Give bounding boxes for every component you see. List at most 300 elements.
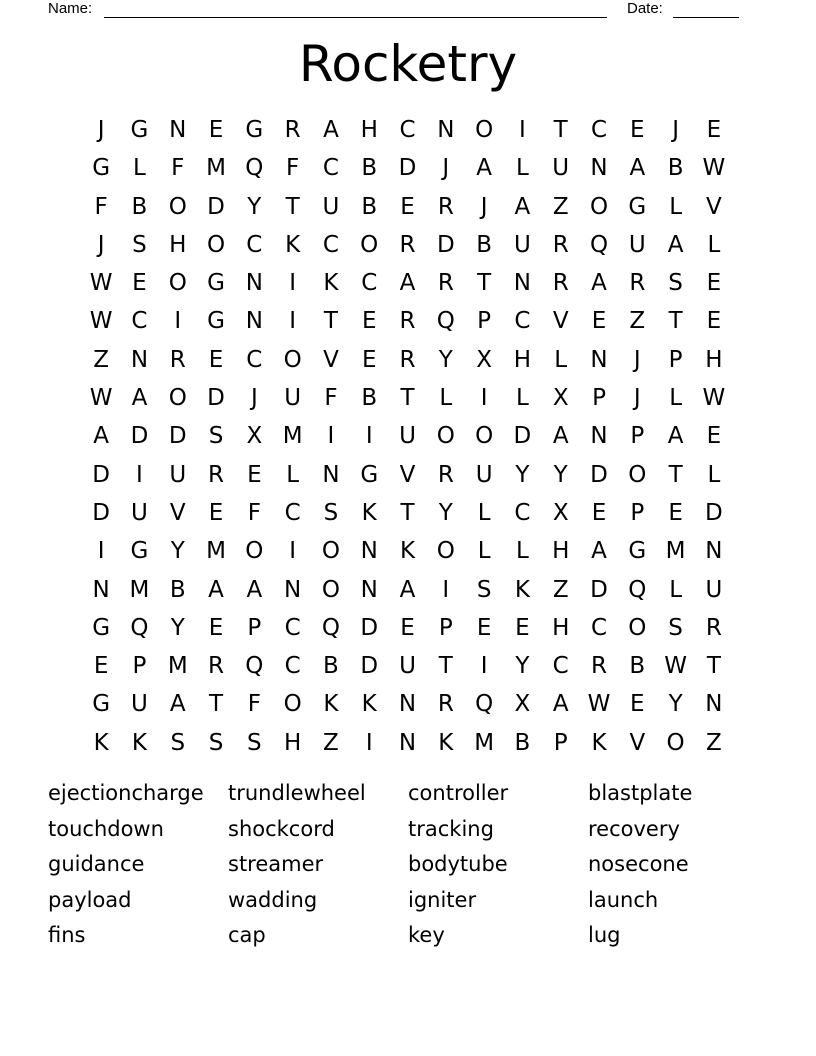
grid-letter[interactable]: K [323, 691, 339, 718]
grid-letter[interactable]: H [283, 729, 302, 756]
grid-letter[interactable]: K [131, 729, 147, 756]
grid-letter[interactable]: F [94, 193, 108, 220]
grid-letter[interactable]: L [439, 385, 453, 412]
grid-letter[interactable]: K [285, 231, 301, 258]
grid-letter[interactable]: K [591, 729, 607, 756]
grid-letter[interactable]: C [284, 614, 301, 641]
grid-letter[interactable]: D [360, 614, 379, 641]
grid-letter[interactable]: S [323, 499, 339, 526]
grid-letter[interactable]: F [324, 385, 338, 412]
grid-letter[interactable]: O [436, 538, 455, 565]
grid-letter[interactable]: U [284, 385, 302, 412]
grid-letter[interactable]: E [515, 614, 530, 641]
grid-letter[interactable]: N [245, 308, 263, 335]
grid-letter[interactable]: L [477, 538, 491, 565]
grid-letter[interactable]: C [361, 270, 378, 297]
grid-letter[interactable]: N [360, 538, 378, 565]
grid-letter[interactable]: E [361, 308, 377, 335]
grid-letter[interactable]: X [552, 385, 569, 412]
grid-letter[interactable]: N [398, 691, 417, 718]
grid-letter[interactable]: V [169, 499, 186, 526]
grid-letter[interactable]: N [322, 461, 340, 488]
date-blank-line[interactable] [673, 17, 739, 18]
grid-letter[interactable]: Z [706, 729, 722, 756]
grid-letter[interactable]: A [629, 155, 646, 182]
grid-letter[interactable]: Y [247, 193, 262, 220]
grid-letter[interactable]: E [706, 117, 722, 143]
grid-letter[interactable]: A [169, 691, 186, 718]
grid-letter[interactable]: L [516, 538, 529, 565]
grid-letter[interactable]: D [398, 155, 417, 182]
grid-letter[interactable]: T [285, 193, 300, 220]
grid-letter[interactable]: Y [553, 461, 568, 488]
word-bank-item: cap [228, 923, 266, 948]
grid-letter[interactable]: T [668, 461, 683, 488]
grid-letter[interactable]: T [706, 653, 721, 680]
grid-letter[interactable]: O [206, 231, 226, 258]
grid-letter[interactable]: K [514, 576, 530, 603]
grid-letter[interactable]: A [667, 231, 684, 258]
grid-letter[interactable]: Z [323, 729, 339, 756]
grid-letter[interactable]: I [136, 461, 143, 488]
grid-letter[interactable]: N [590, 346, 608, 373]
grid-letter[interactable]: I [480, 385, 488, 412]
grid-letter[interactable]: W [89, 385, 113, 412]
grid-letter[interactable]: M [206, 538, 226, 565]
grid-letter[interactable]: U [705, 576, 723, 603]
grid-letter[interactable]: T [209, 691, 224, 718]
grid-letter[interactable]: W [89, 270, 113, 297]
grid-letter[interactable]: E [630, 117, 645, 143]
grid-letter[interactable]: Q [321, 614, 340, 641]
grid-letter[interactable]: C [246, 346, 263, 373]
grid-letter[interactable]: O [321, 538, 340, 565]
grid-letter[interactable]: S [208, 729, 224, 756]
grid-letter[interactable]: M [206, 155, 226, 182]
grid-letter[interactable]: J [633, 346, 641, 373]
grid-letter[interactable]: Q [589, 231, 609, 258]
grid-letter[interactable]: I [174, 308, 182, 335]
grid-letter[interactable]: R [437, 461, 454, 488]
grid-letter[interactable]: L [554, 346, 568, 373]
grid-letter[interactable]: L [669, 385, 683, 412]
grid-letter[interactable]: F [247, 499, 261, 526]
grid-letter[interactable]: C [284, 499, 301, 526]
grid-letter[interactable]: H [169, 231, 187, 258]
grid-letter[interactable]: A [399, 270, 416, 297]
grid-letter[interactable]: I [480, 653, 488, 680]
grid-letter[interactable]: L [707, 461, 721, 488]
grid-letter[interactable]: E [400, 193, 415, 220]
grid-letter[interactable]: E [476, 614, 492, 641]
grid-letter[interactable]: R [399, 346, 416, 373]
grid-letter[interactable]: J [480, 193, 488, 220]
grid-letter[interactable]: U [475, 461, 493, 488]
grid-letter[interactable]: P [630, 499, 645, 526]
grid-letter[interactable]: B [476, 231, 492, 258]
grid-letter[interactable]: P [247, 614, 262, 641]
grid-letter[interactable]: Q [130, 614, 149, 641]
grid-letter[interactable]: A [591, 538, 607, 565]
grid-letter[interactable]: R [552, 270, 569, 297]
grid-letter[interactable]: P [630, 423, 645, 450]
grid-letter[interactable]: D [92, 461, 110, 488]
grid-letter[interactable]: C [514, 308, 531, 335]
grid-letter[interactable]: C [246, 231, 263, 258]
grid-letter[interactable]: G [245, 117, 264, 143]
grid-row [82, 302, 733, 340]
grid-letter[interactable]: I [289, 308, 297, 335]
grid-letter[interactable]: R [437, 193, 454, 220]
grid-letter[interactable]: B [323, 653, 339, 680]
grid-letter[interactable]: L [133, 155, 146, 182]
grid-letter[interactable]: M [167, 653, 188, 680]
grid-letter[interactable]: L [669, 576, 683, 603]
grid-letter[interactable]: D [168, 423, 187, 450]
grid-letter[interactable]: R [208, 461, 225, 488]
grid-letter[interactable]: G [628, 193, 647, 220]
grid-letter[interactable]: E [208, 346, 224, 373]
grid-letter[interactable]: N [398, 729, 417, 756]
grid-row [82, 494, 733, 532]
grid-letter[interactable]: J [672, 117, 679, 143]
grid-letter[interactable]: S [476, 576, 492, 603]
grid-letter[interactable]: J [97, 231, 105, 258]
grid-letter[interactable]: I [289, 538, 297, 565]
grid-letter[interactable]: C [399, 117, 416, 143]
grid-letter[interactable]: K [361, 499, 377, 526]
grid-letter[interactable]: R [437, 270, 454, 297]
grid-letter[interactable]: P [592, 385, 606, 412]
grid-letter[interactable]: D [590, 576, 608, 603]
grid-letter[interactable]: P [477, 308, 492, 335]
grid-letter[interactable]: R [552, 231, 569, 258]
grid-letter[interactable]: J [250, 385, 258, 412]
grid-letter[interactable]: B [514, 729, 531, 756]
word-bank-item: ejectioncharge [48, 781, 204, 805]
grid-letter[interactable]: W [702, 385, 726, 412]
grid-letter[interactable]: V [706, 193, 722, 220]
grid-letter[interactable]: X [552, 499, 569, 526]
grid-letter[interactable]: D [207, 385, 225, 412]
grid-letter[interactable]: U [628, 231, 646, 258]
grid-letter[interactable]: G [207, 270, 225, 297]
grid-letter[interactable]: E [591, 499, 607, 526]
grid-letter[interactable]: M [282, 423, 303, 450]
grid-letter[interactable]: B [361, 385, 378, 412]
grid-letter[interactable]: T [553, 117, 568, 143]
grid-letter[interactable]: B [169, 576, 186, 603]
grid-letter[interactable]: P [553, 729, 568, 756]
grid-letter[interactable]: R [284, 117, 301, 143]
grid-letter[interactable]: E [361, 346, 377, 373]
grid-letter[interactable]: G [130, 538, 149, 565]
grid-letter[interactable]: K [323, 270, 339, 297]
grid-letter[interactable]: I [327, 423, 335, 450]
grid-letter[interactable]: Q [436, 308, 455, 335]
grid-letter[interactable]: V [552, 308, 569, 335]
grid-letter[interactable]: N [284, 576, 302, 603]
grid-letter[interactable]: C [284, 653, 301, 680]
grid-letter[interactable]: O [168, 193, 187, 220]
grid-letter[interactable]: Y [515, 653, 530, 680]
grid-letter[interactable]: O [168, 385, 187, 412]
grid-letter[interactable]: O [168, 270, 187, 297]
grid-letter[interactable]: T [400, 385, 415, 412]
grid-row [82, 532, 733, 570]
grid-letter[interactable]: N [360, 576, 378, 603]
grid-letter[interactable]: A [667, 423, 684, 450]
grid-letter[interactable]: R [399, 231, 416, 258]
grid-letter[interactable]: A [591, 270, 607, 297]
grid-letter[interactable]: X [246, 423, 263, 450]
grid-letter[interactable]: P [132, 653, 147, 680]
grid-letter[interactable]: K [399, 538, 416, 565]
grid-letter[interactable]: L [286, 461, 300, 488]
grid-letter[interactable]: E [591, 308, 607, 335]
grid-letter[interactable]: U [322, 193, 340, 220]
grid-letter[interactable]: A [399, 576, 416, 603]
grid-letter[interactable]: U [131, 691, 148, 718]
grid-letter[interactable]: D [130, 423, 149, 450]
grid-letter[interactable]: O [628, 614, 647, 641]
grid-letter[interactable]: O [628, 461, 647, 488]
grid-letter[interactable]: C [131, 308, 148, 335]
grid-letter[interactable]: G [360, 461, 379, 488]
grid-letter[interactable]: X [476, 346, 492, 373]
grid-letter[interactable]: A [208, 576, 224, 603]
grid-letter[interactable]: C [590, 614, 608, 641]
grid-letter[interactable]: U [131, 499, 148, 526]
grid-letter[interactable]: V [323, 346, 339, 373]
grid-letter[interactable]: A [552, 423, 569, 450]
grid-letter[interactable]: A [246, 576, 263, 603]
grid-letter[interactable]: S [132, 231, 147, 258]
grid-letter[interactable]: L [669, 193, 683, 220]
grid-letter[interactable]: L [516, 155, 529, 182]
grid-letter[interactable]: T [400, 499, 415, 526]
grid-letter[interactable]: S [208, 423, 224, 450]
worksheet-header [0, 0, 816, 20]
grid-letter[interactable]: O [283, 346, 302, 373]
grid-letter[interactable]: E [630, 691, 645, 718]
grid-letter[interactable]: F [171, 155, 185, 182]
grid-letter[interactable]: E [132, 270, 147, 297]
grid-letter[interactable]: V [399, 461, 416, 488]
grid-letter[interactable]: J [97, 117, 105, 143]
grid-letter[interactable]: B [131, 193, 148, 220]
grid-letter[interactable]: O [360, 231, 379, 258]
grid-letter[interactable]: U [399, 653, 416, 680]
grid-letter[interactable]: C [590, 117, 608, 143]
grid-letter[interactable]: I [97, 538, 105, 565]
grid-letter[interactable]: N [169, 117, 187, 143]
grid-letter[interactable]: Y [438, 346, 453, 373]
grid-letter[interactable]: Q [628, 576, 647, 603]
grid-letter[interactable]: O [321, 576, 340, 603]
grid-letter[interactable]: D [436, 231, 455, 258]
grid-letter[interactable]: Q [475, 691, 494, 718]
grid-letter[interactable]: R [208, 653, 225, 680]
grid-letter[interactable]: E [93, 653, 109, 680]
grid-letter[interactable]: N [590, 423, 608, 450]
grid-letter[interactable]: A [476, 155, 492, 182]
grid-letter[interactable]: K [93, 729, 109, 756]
grid-letter[interactable]: S [668, 614, 683, 641]
grid-letter[interactable]: E [706, 423, 722, 450]
grid-letter[interactable]: Y [515, 461, 530, 488]
grid-letter[interactable]: U [399, 423, 416, 450]
grid-letter[interactable]: N [437, 117, 455, 143]
grid-letter[interactable]: R [437, 691, 454, 718]
grid-letter[interactable]: N [92, 576, 110, 603]
grid-row [82, 264, 733, 302]
grid-letter[interactable]: W [587, 691, 611, 718]
grid-letter[interactable]: N [590, 155, 608, 182]
grid-letter[interactable]: T [323, 308, 338, 335]
grid-letter[interactable]: D [705, 499, 723, 526]
grid-letter[interactable]: T [477, 270, 492, 297]
grid-letter[interactable]: L [516, 385, 529, 412]
grid-letter[interactable]: T [438, 653, 453, 680]
grid-letter[interactable]: Y [438, 499, 453, 526]
grid-letter[interactable]: V [629, 729, 646, 756]
grid-letter[interactable]: R [399, 308, 416, 335]
grid-letter[interactable]: E [208, 614, 224, 641]
grid-letter[interactable]: R [705, 614, 722, 641]
grid-letter[interactable]: Q [245, 155, 264, 182]
grid-letter[interactable]: S [668, 270, 683, 297]
grid-letter[interactable]: D [92, 499, 110, 526]
grid-letter[interactable]: O [589, 193, 609, 220]
grid-letter[interactable]: Z [629, 308, 646, 335]
grid-letter[interactable]: Z [93, 346, 110, 373]
grid-letter[interactable]: F [286, 155, 300, 182]
grid-letter[interactable]: U [169, 461, 187, 488]
word-bank-item: recovery [588, 816, 680, 841]
grid-letter[interactable]: I [289, 270, 297, 297]
grid-letter[interactable]: G [92, 691, 111, 718]
grid-letter[interactable]: Y [170, 614, 185, 641]
grid-letter[interactable]: A [323, 117, 339, 143]
grid-letter[interactable]: D [590, 461, 608, 488]
grid-letter[interactable]: B [361, 155, 378, 182]
word-bank-row [48, 883, 768, 919]
grid-letter[interactable]: E [208, 117, 224, 143]
grid-letter[interactable]: O [475, 117, 494, 143]
grid-letter[interactable]: O [283, 691, 302, 718]
grid-letter[interactable]: H [513, 346, 532, 373]
grid-letter[interactable]: O [436, 423, 455, 450]
grid-letter[interactable]: B [361, 193, 378, 220]
grid-letter[interactable]: I [442, 576, 450, 603]
grid-letter[interactable]: G [92, 614, 111, 641]
grid-letter[interactable]: N [705, 691, 723, 718]
grid-letter[interactable]: D [360, 653, 379, 680]
name-blank-line[interactable] [104, 17, 607, 18]
grid-letter[interactable]: N [245, 270, 263, 297]
grid-letter[interactable]: X [514, 691, 531, 718]
grid-letter[interactable]: A [131, 385, 148, 412]
grid-letter[interactable]: D [513, 423, 532, 450]
grid-letter[interactable]: J [633, 385, 641, 412]
grid-letter[interactable]: N [130, 346, 149, 373]
grid-letter[interactable]: K [361, 691, 377, 718]
grid-letter[interactable]: D [207, 193, 225, 220]
grid-letter[interactable]: G [628, 538, 647, 565]
grid-letter[interactable]: H [552, 538, 570, 565]
grid-letter[interactable]: H [552, 614, 570, 641]
grid-letter[interactable]: R [629, 270, 646, 297]
grid-letter[interactable]: O [245, 538, 264, 565]
grid-letter[interactable]: M [474, 729, 495, 756]
grid-letter[interactable]: J [442, 155, 450, 182]
grid-letter[interactable]: R [169, 346, 186, 373]
grid-letter[interactable]: I [519, 117, 526, 143]
grid-letter[interactable]: R [591, 653, 607, 680]
grid-letter[interactable]: G [130, 117, 149, 143]
grid-letter[interactable]: C [322, 231, 339, 258]
grid-letter[interactable]: N [513, 270, 532, 297]
grid-letter[interactable]: E [668, 499, 683, 526]
grid-letter[interactable]: S [170, 729, 186, 756]
grid-letter[interactable]: H [705, 346, 723, 373]
grid-letter[interactable]: U [552, 155, 570, 182]
grid-letter[interactable]: S [247, 729, 262, 756]
grid-letter[interactable]: L [707, 231, 721, 258]
grid-letter[interactable]: N [705, 538, 723, 565]
grid-letter[interactable]: B [629, 653, 646, 680]
grid-letter[interactable]: P [668, 346, 683, 373]
grid-letter[interactable]: C [552, 653, 569, 680]
grid-letter[interactable]: E [208, 499, 224, 526]
grid-letter[interactable]: C [322, 155, 339, 182]
grid-letter[interactable]: E [247, 461, 262, 488]
grid-letter[interactable]: E [706, 270, 722, 297]
grid-letter[interactable]: W [702, 155, 726, 182]
grid-letter[interactable]: U [513, 231, 531, 258]
grid-letter[interactable]: Y [170, 538, 185, 565]
grid-letter[interactable]: I [365, 423, 373, 450]
grid-letter[interactable]: M [129, 576, 150, 603]
grid-letter[interactable]: L [477, 499, 491, 526]
grid-letter[interactable]: O [666, 729, 685, 756]
grid-letter[interactable]: E [706, 308, 722, 335]
grid-letter[interactable]: M [665, 538, 686, 565]
grid-letter[interactable]: W [89, 308, 113, 335]
grid-letter[interactable]: Z [552, 193, 569, 220]
grid-letter[interactable]: A [552, 691, 569, 718]
grid-letter[interactable]: O [475, 423, 494, 450]
grid-letter[interactable]: H [360, 117, 378, 143]
grid-letter[interactable]: T [668, 308, 683, 335]
grid-letter[interactable]: E [400, 614, 415, 641]
grid-letter[interactable]: Z [552, 576, 569, 603]
grid-letter[interactable]: W [664, 653, 687, 680]
grid-letter[interactable]: K [438, 729, 454, 756]
grid-letter[interactable]: F [247, 691, 261, 718]
grid-letter[interactable]: P [438, 614, 453, 641]
grid-letter[interactable]: G [207, 308, 225, 335]
grid-letter[interactable]: Y [668, 691, 683, 718]
grid-letter[interactable]: A [514, 193, 531, 220]
grid-letter[interactable]: G [92, 155, 111, 182]
grid-letter[interactable]: A [93, 423, 110, 450]
grid-letter[interactable]: C [514, 499, 531, 526]
grid-letter[interactable]: I [365, 729, 373, 756]
grid-letter[interactable]: B [667, 155, 684, 182]
grid-letter[interactable]: Q [245, 653, 264, 680]
